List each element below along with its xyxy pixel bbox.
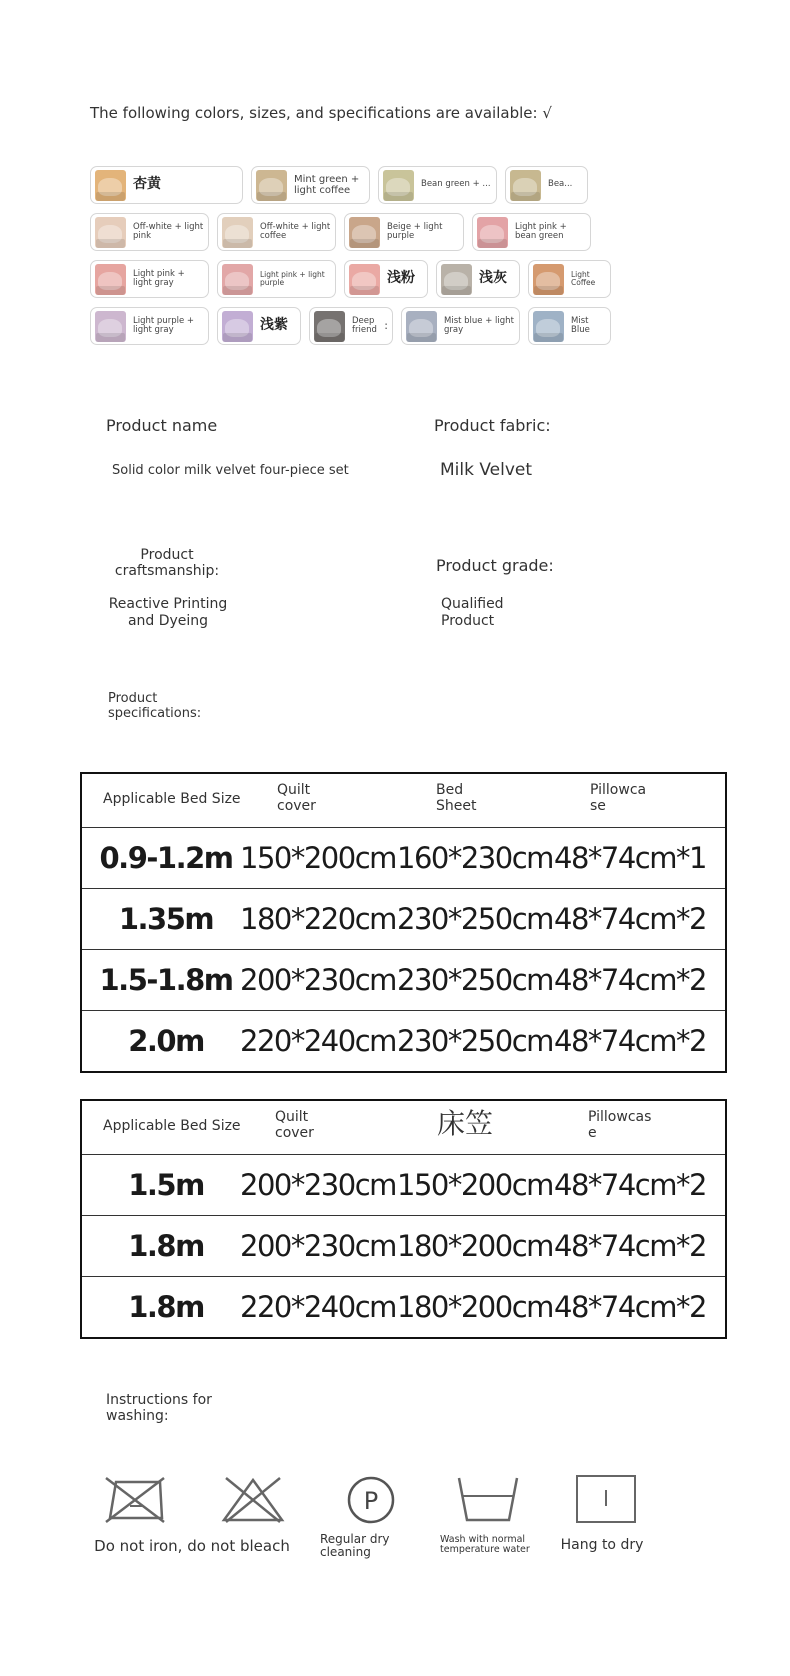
- color-option-label: Mint green + light coffee: [294, 174, 360, 196]
- color-swatch: [349, 217, 380, 248]
- product-craft-value: Reactive Printing and Dyeing: [108, 596, 228, 629]
- color-swatch: [441, 264, 472, 295]
- no-bleach-icon: [220, 1474, 286, 1526]
- table-header: [82, 774, 725, 828]
- product-fabric-label: Product fabric:: [434, 416, 551, 435]
- color-swatch: [95, 170, 126, 201]
- color-option-label: Light purple + light gray: [133, 315, 195, 335]
- color-option-label: Mist blue + light gray: [444, 315, 514, 335]
- svg-text:P: P: [363, 1487, 379, 1515]
- table-row: [82, 1277, 725, 1337]
- cell-bed-size: 1.5-1.8m: [99, 963, 233, 997]
- cell-pillowcase: 48*74cm*2: [554, 1290, 706, 1324]
- product-name-label: Product name: [106, 416, 218, 435]
- color-option[interactable]: [90, 166, 243, 204]
- care-label-dry-clean: Regular dry cleaning: [320, 1532, 390, 1560]
- col-header-bed-sheet: Bed Sheet: [436, 782, 477, 815]
- color-option-label: Light Coffee: [571, 269, 596, 287]
- product-grade-value: Qualified Product: [441, 596, 504, 629]
- color-option-label: 浅灰: [479, 270, 507, 287]
- color-option-label: Beige + light purple: [387, 221, 443, 241]
- color-swatch: [222, 311, 253, 342]
- color-swatch: [477, 217, 508, 248]
- intro-text: The following colors, sizes, and specifications are available: √: [90, 104, 552, 122]
- color-option[interactable]: [90, 213, 209, 251]
- table-row: [82, 1155, 725, 1216]
- color-option-extra: :: [384, 318, 388, 332]
- cell-bed-size: 1.8m: [128, 1290, 204, 1324]
- color-swatch: [95, 311, 126, 342]
- color-option-label: Light pink + light purple: [260, 269, 325, 287]
- color-option[interactable]: [344, 213, 464, 251]
- col-header-pillowcase: Pillowcas e: [588, 1109, 652, 1142]
- cell-pillowcase: 48*74cm*1: [554, 841, 706, 875]
- col-header-quilt-cover: Quilt cover: [275, 1109, 314, 1142]
- cell-pillowcase: 48*74cm*2: [554, 1229, 706, 1263]
- cell-fitted-sheet: 150*200cm: [397, 1168, 553, 1202]
- product-fabric-value: Milk Velvet: [440, 460, 533, 480]
- color-option-label: Mist Blue: [571, 315, 590, 335]
- hang-dry-icon: [575, 1474, 637, 1524]
- care-label-wash-normal: Wash with normal temperature water: [440, 1534, 530, 1556]
- color-swatch: [256, 170, 287, 201]
- cell-quilt-cover: 220*240cm: [240, 1290, 396, 1324]
- cell-bed-sheet: 160*230cm: [397, 841, 553, 875]
- cell-bed-size: 1.5m: [128, 1168, 204, 1202]
- table-row: [82, 889, 725, 950]
- color-option[interactable]: [528, 260, 611, 298]
- color-option[interactable]: [436, 260, 520, 298]
- color-option-label: 杏黄: [133, 176, 161, 193]
- color-option[interactable]: [528, 307, 611, 345]
- color-option[interactable]: [90, 260, 209, 298]
- cell-pillowcase: 48*74cm*2: [554, 902, 706, 936]
- color-swatch: [383, 170, 414, 201]
- color-option-label: 浅紫: [260, 317, 288, 334]
- cell-bed-size: 1.35m: [118, 902, 214, 936]
- cell-quilt-cover: 200*230cm: [240, 963, 396, 997]
- color-option-label: 浅粉: [387, 270, 415, 287]
- cell-bed-sheet: 230*250cm: [397, 902, 553, 936]
- cell-fitted-sheet: 180*200cm: [397, 1290, 553, 1324]
- col-header-quilt-cover: Quilt cover: [277, 782, 316, 815]
- table-row: [82, 828, 725, 889]
- color-option-label: Bea...: [548, 179, 573, 190]
- color-option[interactable]: [251, 166, 370, 204]
- color-option-label: Deep friend: [352, 315, 377, 335]
- cell-quilt-cover: 180*220cm: [240, 902, 396, 936]
- size-table-2: [80, 1099, 727, 1339]
- color-swatch: [222, 217, 253, 248]
- color-option[interactable]: [344, 260, 428, 298]
- color-option[interactable]: [505, 166, 588, 204]
- product-craft-label: Product craftsmanship:: [114, 547, 220, 580]
- cell-pillowcase: 48*74cm*2: [554, 1024, 706, 1058]
- color-option[interactable]: [217, 213, 336, 251]
- product-name-value: Solid color milk velvet four-piece set: [112, 463, 349, 478]
- cell-bed-sheet: 230*250cm: [397, 1024, 553, 1058]
- dry-clean-icon: [345, 1474, 397, 1526]
- cell-bed-size: 2.0m: [128, 1024, 204, 1058]
- color-swatch: [510, 170, 541, 201]
- cell-bed-size: 1.8m: [128, 1229, 204, 1263]
- color-option[interactable]: [217, 307, 301, 345]
- color-option[interactable]: [309, 307, 393, 345]
- cell-quilt-cover: 200*230cm: [240, 1229, 396, 1263]
- wash-normal-temp-icon: [455, 1474, 521, 1526]
- color-option-label: Light pink + bean green: [515, 221, 567, 241]
- washing-label: Instructions for washing:: [106, 1392, 212, 1425]
- color-swatch: [533, 264, 564, 295]
- color-option[interactable]: [90, 307, 209, 345]
- no-iron-icon: [102, 1474, 168, 1526]
- color-swatch: [222, 264, 253, 295]
- cell-pillowcase: 48*74cm*2: [554, 963, 706, 997]
- color-option[interactable]: [401, 307, 520, 345]
- col-header-pillowcase: Pillowca se: [590, 782, 647, 815]
- cell-quilt-cover: 150*200cm: [240, 841, 396, 875]
- col-header-bed-size: Applicable Bed Size: [103, 791, 241, 807]
- col-header-fitted-sheet: 床笠: [437, 1107, 494, 1140]
- color-swatch: [95, 217, 126, 248]
- table-row: [82, 1011, 725, 1071]
- color-option[interactable]: [378, 166, 497, 204]
- color-option[interactable]: [472, 213, 591, 251]
- cell-fitted-sheet: 180*200cm: [397, 1229, 553, 1263]
- product-spec-label: Product specifications:: [108, 691, 202, 721]
- color-option-label: Off-white + light pink: [133, 221, 204, 241]
- color-swatch: [406, 311, 437, 342]
- size-table-1: [80, 772, 727, 1073]
- color-option-label: Bean green + ...: [421, 179, 491, 190]
- table-row: [82, 950, 725, 1011]
- care-label-hang-dry: Hang to dry: [560, 1537, 644, 1553]
- cell-bed-sheet: 230*250cm: [397, 963, 553, 997]
- color-option[interactable]: [217, 260, 336, 298]
- color-option-label: Off-white + light coffee: [260, 221, 331, 241]
- cell-quilt-cover: 200*230cm: [240, 1168, 396, 1202]
- color-option-label: Light pink + light gray: [133, 268, 185, 288]
- cell-quilt-cover: 220*240cm: [240, 1024, 396, 1058]
- care-label-no-iron-no-bleach: Do not iron, do not bleach: [94, 1537, 290, 1555]
- color-swatch: [95, 264, 126, 295]
- color-swatch: [349, 264, 380, 295]
- table-header: [82, 1101, 725, 1155]
- cell-bed-size: 0.9-1.2m: [99, 841, 233, 875]
- color-swatch: [533, 311, 564, 342]
- table-row: [82, 1216, 725, 1277]
- color-swatch: [314, 311, 345, 342]
- cell-pillowcase: 48*74cm*2: [554, 1168, 706, 1202]
- product-grade-label: Product grade:: [436, 556, 554, 575]
- col-header-bed-size: Applicable Bed Size: [103, 1118, 241, 1134]
